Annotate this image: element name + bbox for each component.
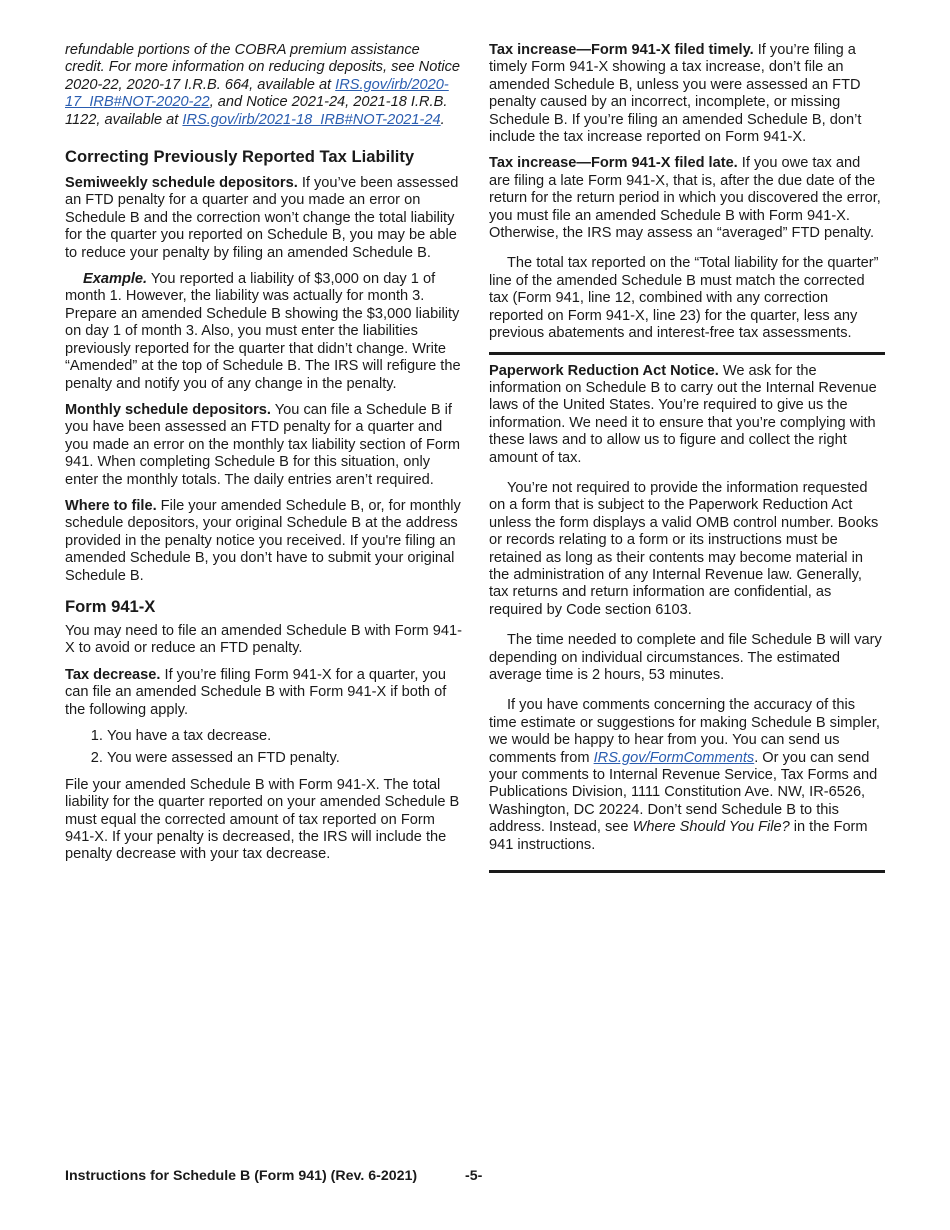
end-divider	[489, 870, 885, 873]
monthly-paragraph: Monthly schedule depositors. You can file a Schedule B if you have been assessed an FTD penalty for a quarter and you made an error on the monthly tax liability section of Form 941. When completing Schedule B for this situation, only enter the monthly totals. The daily entries aren’t required.	[65, 401, 461, 488]
increase-late-paragraph: Tax increase—Form 941-X filed late. If you owe tax and are filing a late Form 941-X, that is, after the due date of the return for the return period in which you discovered the error, you must file an amended Schedule B with Form 941-X. Otherwise, the IRS may assess an “averaged” FTD penalty.	[489, 155, 881, 242]
conditions-list	[65, 728, 462, 768]
not-required-paragraph: You’re not required to provide the information requested on a form that is subject to the Paperwork Reduction Act unless the form displays a valid OMB control number. Books or records relating to a form or its instructions must be retained as long as their contents may become material in the administration of any Internal Revenue law. Generally, tax returns and return information are confidential, as required by Code section 6103.	[489, 479, 879, 618]
page-number: -5-	[465, 1168, 483, 1184]
comments-paragraph: If you have comments concerning the accuracy of this time estimate or suggestions for making Schedule B simpler, we would be happy to hear from you. You can send us comments from IRS.gov/FormComments. Or you can send your comments to Internal Revenue Service, Tax Forms and Publications Division, 1111 Constitution Ave. NW, IR-6526, Washington, DC 20224. Don’t send Schedule B to this address. Instead, see Where Should You File? in the Form 941 instructions.	[489, 697, 880, 853]
file-amended-paragraph: File your amended Schedule B with Form 941-X. The total liability for the quarter reported on your amended Schedule B must equal the corrected amount of tax reported on Form 941-X. If your penalty is decreased, the IRS will include the penalty decrease with your tax decrease.	[65, 776, 460, 863]
list-item: 2. You were assessed an FTD penalty.	[107, 750, 462, 767]
heading-form-941x: Form 941-X	[65, 596, 156, 616]
right-column	[489, 42, 885, 873]
notice-2021-24-link[interactable]: IRS.gov/irb/2021-18_IRB#NOT-2021-24	[182, 111, 441, 128]
left-column	[65, 42, 462, 873]
semiweekly-paragraph: Semiweekly schedule depositors. If you’ve been assessed an FTD penalty for a quarter and you made an error on Schedule B and the correction won’t change the total liability for the quarter you reported on Schedule B, you may be able to reduce your penalty by filing an amended Schedule B.	[65, 175, 459, 261]
paperwork-reduction-paragraph: Paperwork Reduction Act Notice. We ask for the information on Schedule B to carry out the Internal Revenue laws of the United States. You’re required to give us the information. We need it to ensure that you’re complying with these laws and to allow us to figure and collect the right amount of tax.	[489, 362, 877, 466]
footer-title: Instructions for Schedule B (Form 941) (Rev. 6-2021)	[65, 1168, 418, 1184]
list-item: 1. You have a tax decrease.	[107, 728, 462, 745]
form-941x-paragraph: You may need to file an amended Schedule B with Form 941-X to avoid or reduce an FTD penalty.	[65, 622, 462, 657]
intro-paragraph: refundable portions of the COBRA premium assistance credit. For more information on reducing deposits, see Notice 2020-22, 2020-17 I.R.B. 664, available at IRS.gov/irb/2020-17_IRB#NOT-2020-22, and Notice 2021-24, 2021-18 I.R.B. 1122, available at IRS.gov/irb/2021-18_IRB#NOT-2021-24.	[65, 42, 461, 128]
total-tax-paragraph: The total tax reported on the “Total liability for the quarter” line of the amended Schedule B must match the corrected tax (Form 941, line 12, combined with any correction reported on Form 941-X, line 23) for the quarter, less any previous abatements and interest-free tax assessments.	[489, 255, 879, 342]
heading-correcting-liability: Correcting Previously Reported Tax Liability	[65, 147, 415, 167]
form-comments-link[interactable]: IRS.gov/FormComments	[593, 749, 755, 766]
page-footer	[65, 1168, 483, 1184]
notice-2020-22-link[interactable]: IRS.gov/irb/2020-17_IRB#NOT-2020-22	[65, 76, 449, 111]
where-to-file-paragraph: Where to file. File your amended Schedule B, or, for monthly schedule depositors, your original Schedule B at the address provided in the penalty notice you received. If you're filing an amended Schedule B, you don’t have to submit your original Schedule B.	[65, 497, 461, 584]
example-paragraph: Example. You reported a liability of $3,000 on day 1 of month 1. However, the liability was actually for month 3. Prepare an amended Schedule B showing the $3,000 liability on day 1 of month 3. Also, you must enter the liabilities previously reported for the quarter that didn’t change. Write “Amended” at the top of Schedule B. The IRS will refigure the penalty and notify you of any change in the penalty.	[65, 271, 461, 392]
increase-timely-paragraph: Tax increase—Form 941-X filed timely. If you’re filing a timely Form 941-X showing a tax increase, don’t file an amended Schedule B, unless you were assessed an FTD penalty caused by an incorrect, incomplete, or missing Schedule B. If you’re filing an amended Schedule B, don’t include the tax increase reported on Form 941-X.	[489, 42, 862, 146]
time-estimate-paragraph: The time needed to complete and file Schedule B will vary depending on individual circumstances. The estimated average time is 2 hours, 53 minutes.	[489, 632, 882, 683]
section-divider	[489, 352, 885, 355]
tax-decrease-paragraph: Tax decrease. If you’re filing Form 941-X for a quarter, you can file an amended Schedule B with Form 941-X if both of the following apply.	[65, 666, 447, 718]
